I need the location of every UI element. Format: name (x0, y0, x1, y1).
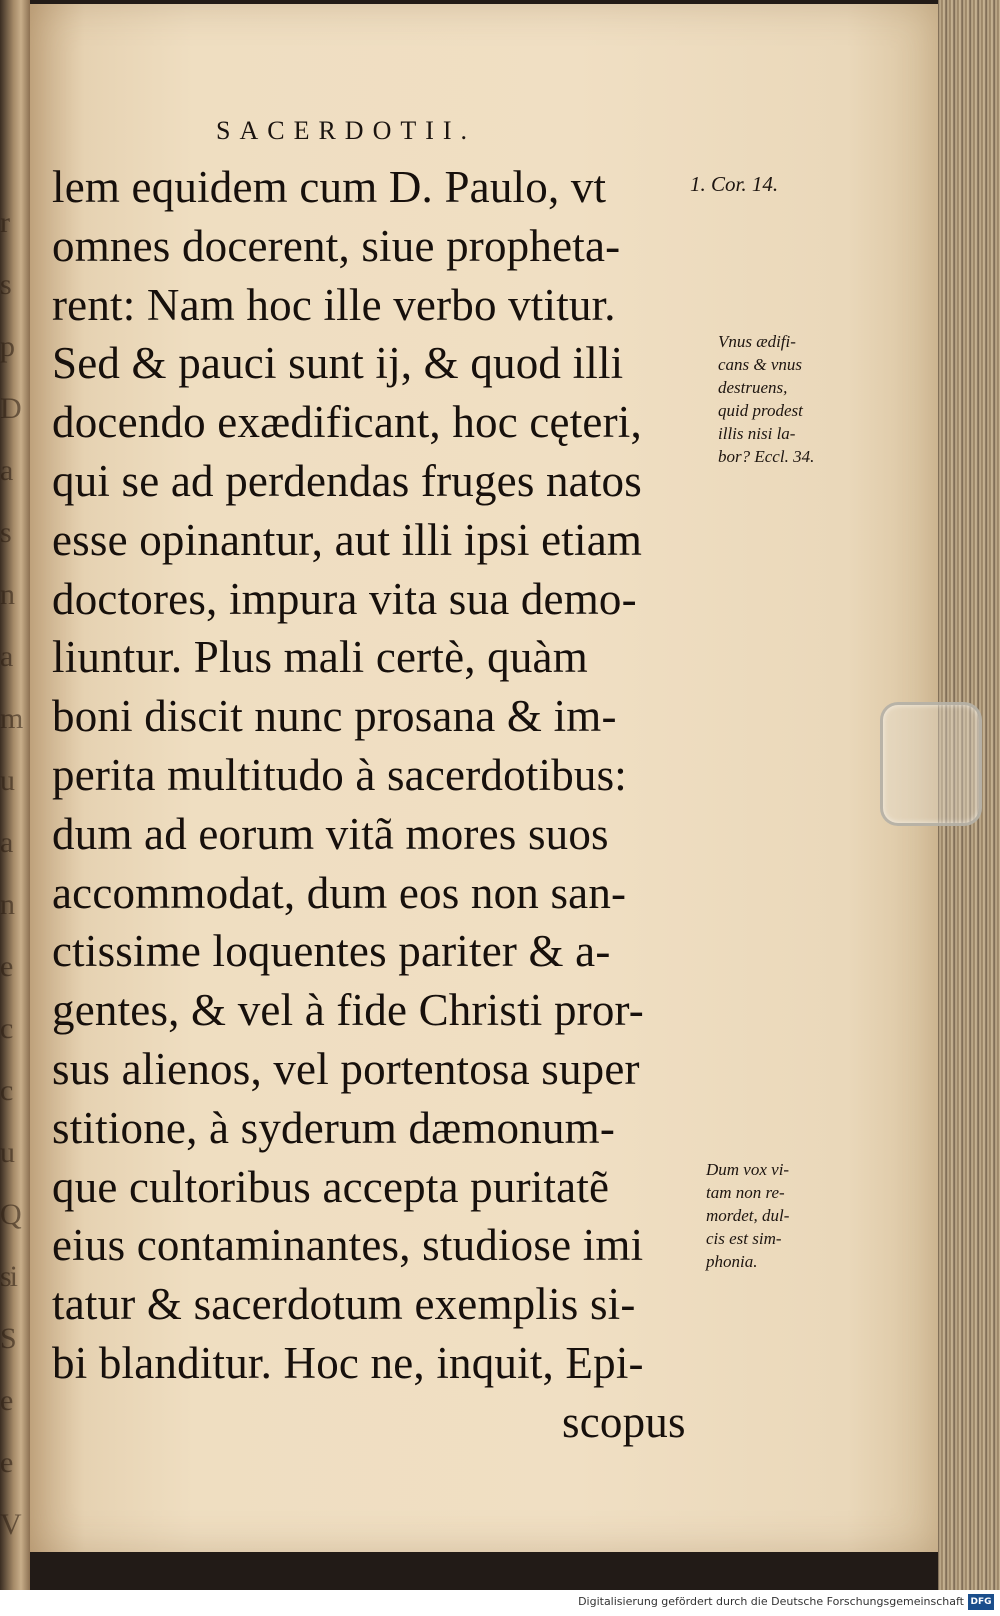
text-line: qui se ad perdendas fruges natos (52, 455, 642, 506)
text-line: esse opinantur, aut illi ipsi etiam (52, 514, 643, 565)
text-line: rent: Nam hoc ille verbo vtitur. (52, 279, 616, 330)
text-line: lem equidem cum D. Paulo, vt (52, 162, 607, 212)
facing-page-bleed: r s p D a s n a m u a n e c c u Q si S e e V (0, 206, 22, 1541)
text-line: Sed & pauci sunt ij, & quod illi (52, 338, 624, 389)
text-line: dum ad eorum vitã mores suos (52, 808, 609, 859)
page-clip (880, 702, 982, 826)
catchword: scopus (562, 1396, 686, 1447)
text-line: que cultoribus accepta puritatẽ (52, 1161, 610, 1212)
text-line: stitione, à syderum dæmonum- (52, 1102, 616, 1153)
footer-credit: Digitalisierung gefördert durch die Deutsche Forschungsgemeinschaft (578, 1595, 964, 1608)
margin-citation-cor: 1. Cor. 14. (690, 172, 779, 196)
text-line: eius contaminantes, studiose imi (52, 1220, 644, 1271)
text-line: liuntur. Plus mali certè, quàm (52, 632, 588, 683)
text-line: ctissime loquentes pariter & a- (52, 926, 611, 977)
margin-note-dum-vox: Dum vox vi- tam non re- mordet, dul- cis est sim- phonia. (706, 1160, 790, 1271)
text-line: gentes, & vel à fide Christi pror- (52, 985, 644, 1036)
running-header: SACERDOTII. (216, 116, 477, 145)
text-line: bi blanditur. Hoc ne, inquit, Epi- (52, 1337, 644, 1388)
dfg-logo: DFG (968, 1594, 994, 1610)
margin-note-eccl: Vnus ædifi- cans & vnus destruens, quid prodest illis nisi la- bor? Eccl. 34. (718, 332, 815, 466)
text-line: sus alienos, vel portentosa super (52, 1043, 640, 1094)
text-line: accommodat, dum eos non san- (52, 867, 627, 918)
text-line: boni discit nunc prosana & im- (52, 691, 617, 742)
footer-bar (0, 1590, 1000, 1616)
text-line: doctores, impura vita sua demo- (52, 573, 637, 624)
text-line: perita multitudo à sacerdotibus: (52, 749, 628, 800)
text-line: tatur & sacerdotum exemplis si- (52, 1279, 636, 1330)
text-line: docendo exædificant, hoc cęteri, (52, 397, 642, 448)
body-text (52, 158, 712, 1452)
text-line: omnes docerent, siue propheta- (52, 220, 621, 271)
